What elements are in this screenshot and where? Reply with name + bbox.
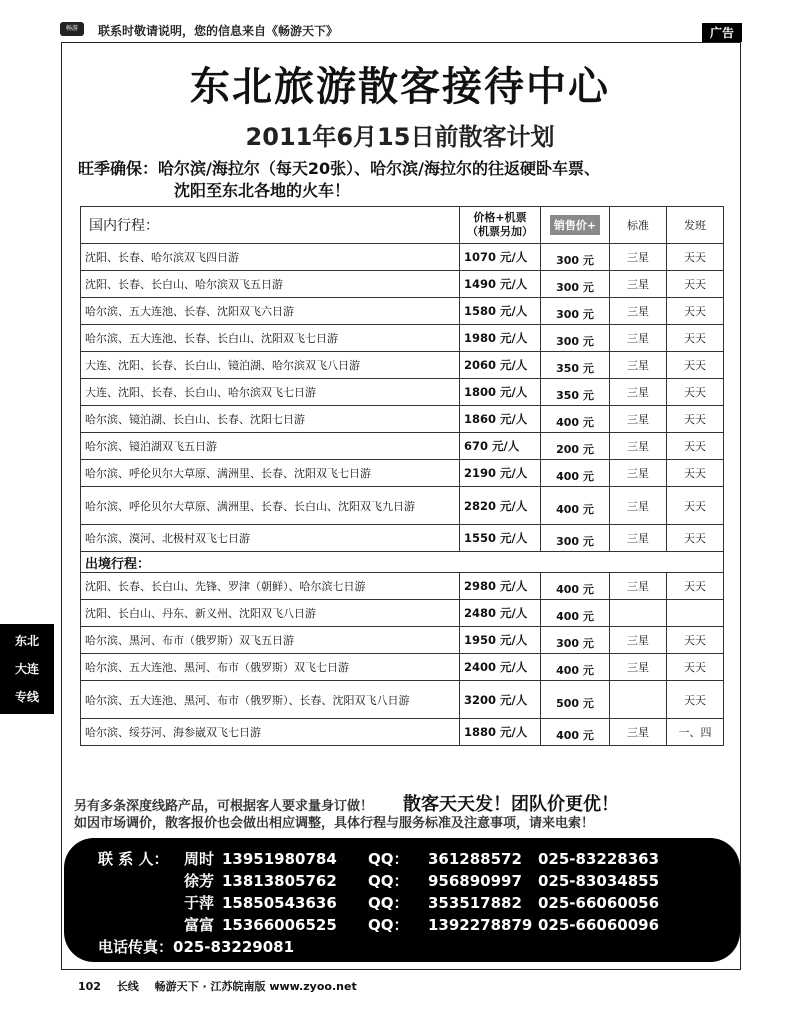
contact-tel: 025-83228363 xyxy=(538,850,660,868)
departure-cell: 天天 xyxy=(667,406,724,433)
sale-price-cell: 400 元 xyxy=(541,654,610,681)
table-row xyxy=(81,379,724,406)
route-cell: 大连、沈阳、长春、长白山、镜泊湖、哈尔滨双飞八日游 xyxy=(81,352,460,379)
standard-cell: 三星 xyxy=(610,379,667,406)
sale-price-cell: 350 元 xyxy=(541,352,610,379)
standard-cell xyxy=(610,600,667,627)
departure-cell: 天天 xyxy=(667,298,724,325)
contact-tel: 025-66060096 xyxy=(538,916,660,934)
standard-cell: 三星 xyxy=(610,325,667,352)
departure-cell: 天天 xyxy=(667,433,724,460)
price-cell: 2060 元/人 xyxy=(460,352,541,379)
sale-price-cell: 300 元 xyxy=(541,325,610,352)
route-cell: 哈尔滨、黑河、布市（俄罗斯）双飞五日游 xyxy=(81,627,460,654)
side-tab-line-2: 大连 xyxy=(14,662,39,676)
contact-qq: 1392278879 xyxy=(428,916,533,934)
departure-cell: 天天 xyxy=(667,352,724,379)
route-cell: 沈阳、长春、长白山、先锋、罗津（朝鲜）、哈尔滨七日游 xyxy=(81,573,460,600)
subtitle: 2011年6月15日前散客计划 xyxy=(245,123,555,151)
footer-note-2: 如因市场调价，散客报价也会做出相应调整，具体行程与服务标准及注意事项，请来电索！ xyxy=(74,816,595,831)
table-row xyxy=(81,352,724,379)
contact-name: 徐芳 xyxy=(184,872,215,890)
sale-price-cell: 400 元 xyxy=(541,719,610,746)
price-header-line-2: （机票另加） xyxy=(467,225,533,238)
standard-cell xyxy=(610,681,667,719)
price-cell: 670 元/人 xyxy=(460,433,541,460)
qq-label: QQ： xyxy=(368,894,409,912)
contact-mobile: 15850543636 xyxy=(222,894,337,912)
table-row xyxy=(81,244,724,271)
table-row xyxy=(81,433,724,460)
main-title: 东北旅游散客接待中心 xyxy=(190,64,610,110)
route-cell: 哈尔滨、五大连池、长春、沈阳双飞六日游 xyxy=(81,298,460,325)
page-footer xyxy=(78,978,369,994)
departure-cell: 天天 xyxy=(667,525,724,552)
sale-price-cell: 400 元 xyxy=(541,406,610,433)
sale-price-cell: 400 元 xyxy=(541,487,610,525)
qq-label: QQ： xyxy=(368,850,409,868)
contact-name: 富富 xyxy=(184,916,215,934)
table-header-row xyxy=(81,207,724,244)
promo-line-2: 沈阳至东北各地的火车！ xyxy=(174,181,351,200)
route-cell: 沈阳、长白山、丹东、新义州、沈阳双飞八日游 xyxy=(81,600,460,627)
route-cell: 哈尔滨、五大连池、黑河、布市（俄罗斯）双飞七日游 xyxy=(81,654,460,681)
route-cell: 哈尔滨、漠河、北极村双飞七日游 xyxy=(81,525,460,552)
side-tab-line-1: 东北 xyxy=(14,634,39,648)
price-cell: 1580 元/人 xyxy=(460,298,541,325)
price-cell: 1550 元/人 xyxy=(460,525,541,552)
departure-cell: 天天 xyxy=(667,654,724,681)
price-cell: 1950 元/人 xyxy=(460,627,541,654)
table-row xyxy=(81,573,724,600)
price-cell: 1860 元/人 xyxy=(460,406,541,433)
standard-cell: 三星 xyxy=(610,352,667,379)
table-row xyxy=(81,298,724,325)
contact-mobile: 13951980784 xyxy=(222,850,337,868)
sale-price-cell: 400 元 xyxy=(541,460,610,487)
price-cell: 2400 元/人 xyxy=(460,654,541,681)
route-cell: 哈尔滨、绥芬河、海参崴双飞七日游 xyxy=(81,719,460,746)
sale-header-badge: 销售价+ xyxy=(550,215,600,235)
route-cell: 哈尔滨、呼伦贝尔大草原、满洲里、长春、沈阳双飞七日游 xyxy=(81,460,460,487)
route-cell: 哈尔滨、镜泊湖、长白山、长春、沈阳七日游 xyxy=(81,406,460,433)
price-cell: 1980 元/人 xyxy=(460,325,541,352)
sale-price-cell: 300 元 xyxy=(541,271,610,298)
departure-cell: 天天 xyxy=(667,627,724,654)
table-row xyxy=(81,627,724,654)
table-row xyxy=(81,719,724,746)
standard-cell: 三星 xyxy=(610,573,667,600)
standard-cell: 三星 xyxy=(610,487,667,525)
departure-cell: 天天 xyxy=(667,244,724,271)
price-cell: 2820 元/人 xyxy=(460,487,541,525)
contact-label: 联 系 人： xyxy=(98,850,169,868)
standard-cell: 三星 xyxy=(610,654,667,681)
top-bar xyxy=(0,0,800,44)
departure-cell: 天天 xyxy=(667,325,724,352)
magazine-logo: 畅游 xyxy=(60,22,84,36)
publication-name: 畅游天下 · 江苏皖南版 www.zyoo.net xyxy=(154,980,357,993)
contact-qq: 353517882 xyxy=(428,894,522,912)
departure-cell: 天天 xyxy=(667,573,724,600)
sale-price-cell: 300 元 xyxy=(541,525,610,552)
promo-line-1: 旺季确保：哈尔滨/海拉尔（每天20张）、哈尔滨/海拉尔的往返硬卧车票、 xyxy=(78,159,600,178)
sale-price-cell: 300 元 xyxy=(541,298,610,325)
price-cell: 3200 元/人 xyxy=(460,681,541,719)
page-number: 102 xyxy=(78,980,101,993)
qq-label: QQ： xyxy=(368,916,409,934)
standard-cell: 三星 xyxy=(610,719,667,746)
standard-cell: 三星 xyxy=(610,244,667,271)
table-row xyxy=(81,654,724,681)
price-header-line-1: 价格+机票 xyxy=(473,211,527,224)
price-cell: 2190 元/人 xyxy=(460,460,541,487)
contact-mobile: 13813805762 xyxy=(222,872,337,890)
sale-price-cell: 400 元 xyxy=(541,573,610,600)
table-row xyxy=(81,681,724,719)
ad-tag: 广告 xyxy=(702,23,742,42)
contact-box xyxy=(64,838,740,962)
table-row xyxy=(81,600,724,627)
route-cell: 沈阳、长春、长白山、哈尔滨双飞五日游 xyxy=(81,271,460,298)
fax-number: 电话传真：025-83229081 xyxy=(98,938,295,956)
tour-table xyxy=(80,206,724,746)
sale-price-cell: 350 元 xyxy=(541,379,610,406)
contact-name: 周时 xyxy=(184,850,215,868)
table-row xyxy=(81,487,724,525)
standard-cell: 三星 xyxy=(610,525,667,552)
promo-text xyxy=(78,158,748,202)
table-row xyxy=(81,325,724,352)
price-cell: 1070 元/人 xyxy=(460,244,541,271)
source-notice: 联系时敬请说明，您的信息来自《畅游天下》 xyxy=(98,24,339,38)
contact-qq: 956890997 xyxy=(428,872,522,890)
sale-price-cell: 200 元 xyxy=(541,433,610,460)
departure-cell: 天天 xyxy=(667,271,724,298)
footer-custom-note: 另有多条深度线路产品，可根据客人要求量身订做！ xyxy=(74,799,374,814)
standard-cell: 三星 xyxy=(610,271,667,298)
qq-label: QQ： xyxy=(368,872,409,890)
sale-price-cell: 300 元 xyxy=(541,627,610,654)
table-row xyxy=(81,271,724,298)
sale-header xyxy=(541,207,610,244)
route-cell: 沈阳、长春、哈尔滨双飞四日游 xyxy=(81,244,460,271)
standard-header: 标准 xyxy=(610,207,667,244)
departure-cell: 一、四 xyxy=(667,719,724,746)
standard-cell: 三星 xyxy=(610,460,667,487)
price-cell: 1880 元/人 xyxy=(460,719,541,746)
price-cell: 1800 元/人 xyxy=(460,379,541,406)
price-cell: 2480 元/人 xyxy=(460,600,541,627)
price-cell: 2980 元/人 xyxy=(460,573,541,600)
route-cell: 大连、沈阳、长春、长白山、哈尔滨双飞七日游 xyxy=(81,379,460,406)
sale-price-cell: 300 元 xyxy=(541,244,610,271)
departure-cell: 天天 xyxy=(667,460,724,487)
departure-cell: 天天 xyxy=(667,487,724,525)
outbound-section-row xyxy=(81,552,724,573)
domestic-label: 国内行程： xyxy=(81,207,460,244)
route-cell: 哈尔滨、五大连池、长春、长白山、沈阳双飞七日游 xyxy=(81,325,460,352)
departure-cell xyxy=(667,600,724,627)
standard-cell: 三星 xyxy=(610,406,667,433)
price-cell: 1490 元/人 xyxy=(460,271,541,298)
route-cell: 哈尔滨、镜泊湖双飞五日游 xyxy=(81,433,460,460)
table-row xyxy=(81,460,724,487)
table-row xyxy=(81,525,724,552)
sale-price-cell: 500 元 xyxy=(541,681,610,719)
side-tab-line-3: 专线 xyxy=(14,690,39,704)
contact-name: 于萍 xyxy=(184,894,215,912)
section-name: 长线 xyxy=(116,980,139,993)
route-cell: 哈尔滨、五大连池、黑河、布市（俄罗斯）、长春、沈阳双飞八日游 xyxy=(81,681,460,719)
standard-cell: 三星 xyxy=(610,433,667,460)
standard-cell: 三星 xyxy=(610,627,667,654)
sale-price-cell: 400 元 xyxy=(541,600,610,627)
contact-tel: 025-83034855 xyxy=(538,872,660,890)
contact-qq: 361288572 xyxy=(428,850,522,868)
table-row xyxy=(81,406,724,433)
outbound-label: 出境行程： xyxy=(81,552,724,573)
departure-header: 发班 xyxy=(667,207,724,244)
contact-mobile: 15366006525 xyxy=(222,916,337,934)
price-header xyxy=(460,207,541,244)
contact-tel: 025-66060056 xyxy=(538,894,660,912)
side-tab xyxy=(0,624,54,714)
departure-cell: 天天 xyxy=(667,681,724,719)
footer-slogan: 散客天天发！团队价更优！ xyxy=(403,794,620,815)
route-cell: 哈尔滨、呼伦贝尔大草原、满洲里、长春、长白山、沈阳双飞九日游 xyxy=(81,487,460,525)
departure-cell: 天天 xyxy=(667,379,724,406)
standard-cell: 三星 xyxy=(610,298,667,325)
